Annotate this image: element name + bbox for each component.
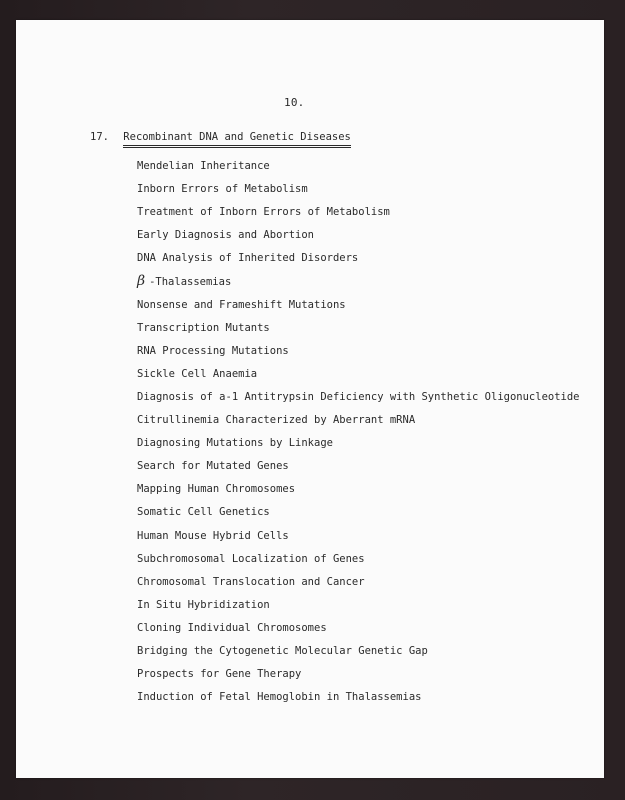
topic-item: Citrullinemia Characterized by Aberrant mRNA — [137, 414, 416, 427]
section-number: 17. — [90, 131, 109, 143]
beta-symbol: β — [137, 273, 146, 290]
topic-item: Sickle Cell Anaemia — [137, 367, 258, 380]
topic-item: Early Diagnosis and Abortion — [137, 229, 315, 242]
topic-item: Cloning Individual Chromosomes — [137, 621, 327, 634]
topic-item: Transcription Mutants — [137, 321, 270, 334]
topic-item: Diagnosis of a-1 Antitrypsin Deficiency with Synthetic Oligonucleotide — [137, 390, 580, 403]
section-heading — [90, 131, 351, 148]
topic-item: DNA Analysis of Inherited Disorders — [137, 252, 359, 265]
topic-item: Treatment of Inborn Errors of Metabolism — [137, 206, 390, 219]
topic-text: -Thalassemias — [149, 276, 232, 289]
section-title: Recombinant DNA and Genetic Diseases — [123, 131, 351, 148]
paper-page — [16, 20, 604, 778]
topic-item: Induction of Fetal Hemoglobin in Thalassemias — [137, 691, 422, 704]
topic-item: Human Mouse Hybrid Cells — [137, 529, 289, 542]
topic-item: Prospects for Gene Therapy — [137, 668, 302, 681]
topic-item: Search for Mutated Genes — [137, 460, 289, 473]
topic-list — [137, 155, 580, 709]
topic-item: Subchromosomal Localization of Genes — [137, 552, 365, 565]
topic-item: Somatic Cell Genetics — [137, 506, 270, 519]
page-number: 10. — [284, 96, 305, 109]
topic-item: Nonsense and Frameshift Mutations — [137, 298, 346, 311]
topic-item: Mapping Human Chromosomes — [137, 483, 296, 496]
topic-item-thalassemias — [137, 270, 580, 293]
topic-item: Bridging the Cytogenetic Molecular Genetic Gap — [137, 644, 428, 657]
topic-item: Diagnosing Mutations by Linkage — [137, 437, 333, 450]
topic-item: Inborn Errors of Metabolism — [137, 183, 308, 196]
topic-item: Chromosomal Translocation and Cancer — [137, 575, 365, 588]
topic-item: In Situ Hybridization — [137, 598, 270, 611]
topic-item: RNA Processing Mutations — [137, 344, 289, 357]
topic-item: Mendelian Inheritance — [137, 160, 270, 172]
